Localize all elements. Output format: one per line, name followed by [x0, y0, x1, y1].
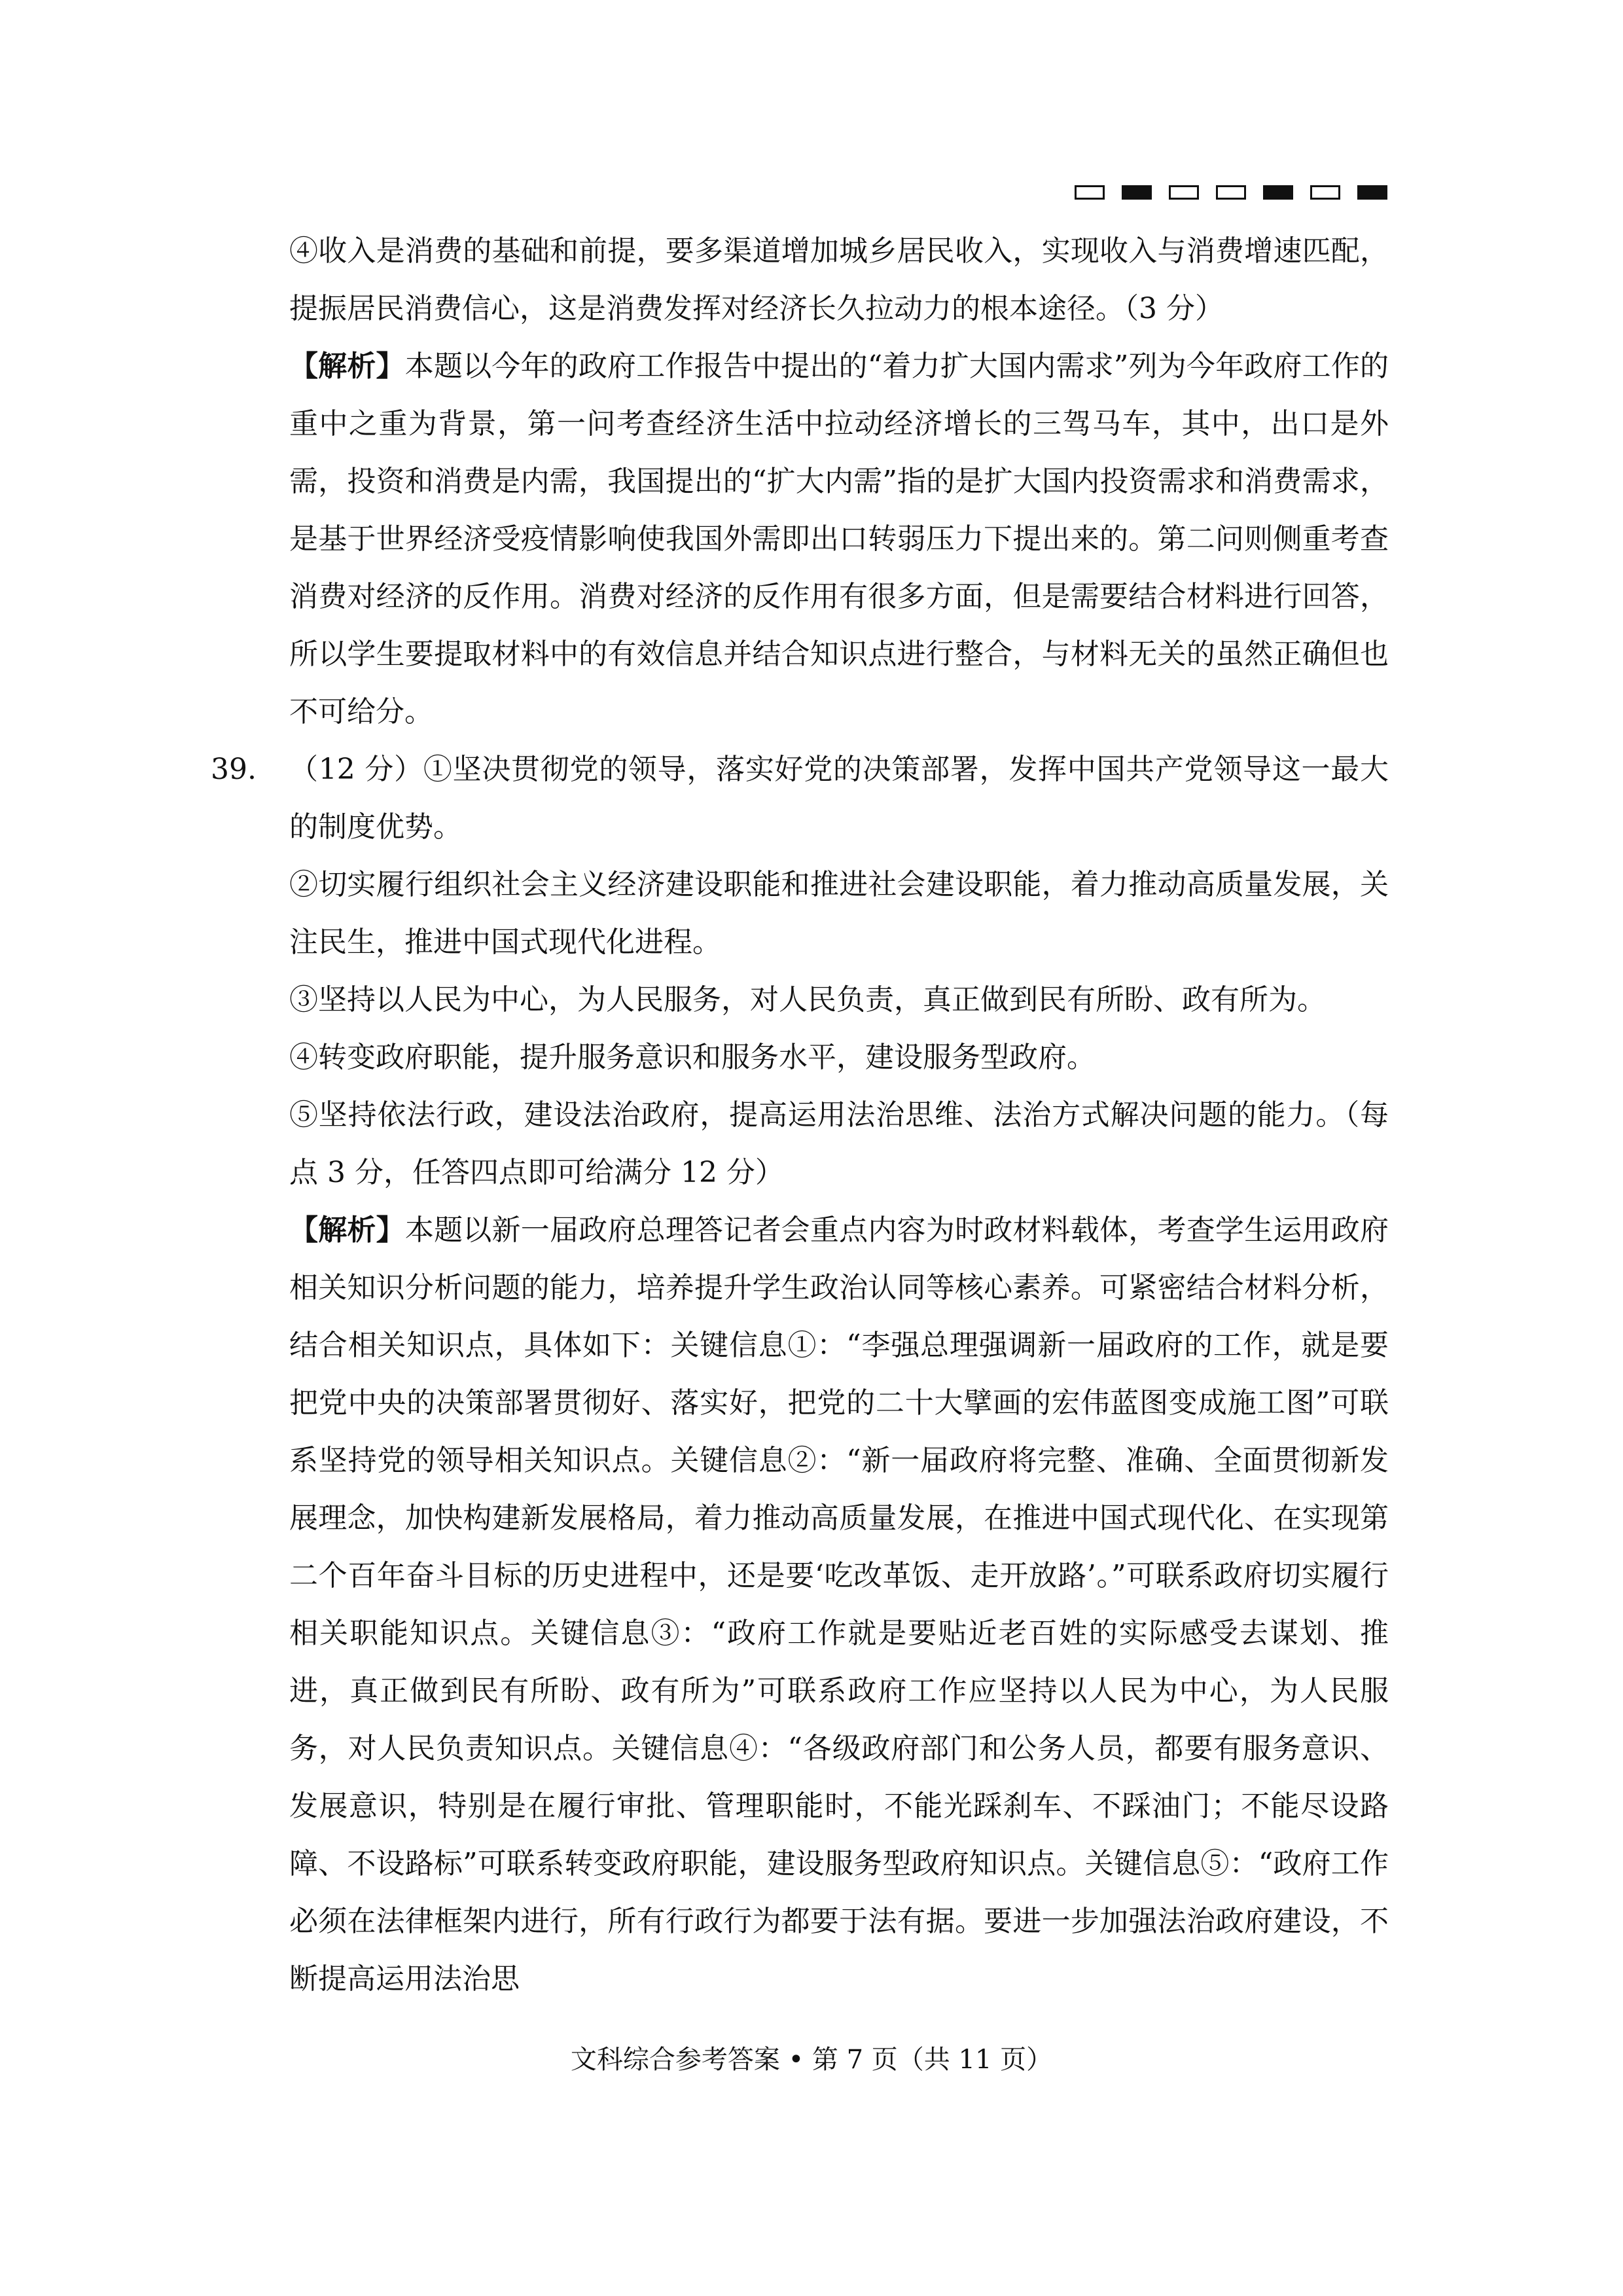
question-39-point-5: ⑤坚持依法行政，建设法治政府，提高运用法治思维、法治方式解决问题的能力。（每点 3 分，任答四点即可给满分 12 分）: [289, 1098, 1389, 1189]
header-mark-filled: [1263, 185, 1293, 200]
header-mark-empty: [1075, 185, 1105, 200]
header-mark-filled: [1122, 185, 1152, 200]
header-mark-filled: [1357, 185, 1387, 200]
analysis-text: 本题以今年的政府工作报告中提出的“着力扩大国内需求”列为今年政府工作的重中之重为背景，第一问考查经济生活中拉动经济增长的三驾马车，其中，出口是外需，投资和消费是内需，我国提出的“扩大内需”指的是扩大国内投资需求和消费需求，是基于世界经济受疫情影响使我国外需即出口转弱压力下提出来的。第二问则侧重考查消费对经济的反作用。消费对经济的反作用有很多方面，但是需要结合材料进行回答，所以学生要提取材料中的有效信息并结合知识点进行整合，与材料无关的虽然正确但也不可给分。: [289, 350, 1389, 728]
analysis-text: 本题以新一届政府总理答记者会重点内容为时政材料载体，考查学生运用政府相关知识分析问题的能力，培养提升学生政治认同等核心素养。可紧密结合材料分析，结合相关知识点，具体如下：关键信息①：“李强总理强调新一届政府的工作，就是要把党中央的决策部署贯彻好、落实好，把党的二十大擘画的宏伟蓝图变成施工图”可联系坚持党的领导相关知识点。关键信息②：“新一届政府将完整、准确、全面贯彻新发展理念，加快构建新发展格局，着力推动高质量发展，在推进中国式现代化、在实现第二个百年奋斗目标的历史进程中，还是要‘吃改革饭、走开放路’。”可联系政府切实履行相关职能知识点。关键信息③：“政府工作就是要贴近老百姓的实际感受去谋划、推进，真正做到民有所盼、政有所为”可联系政府工作应坚持以人民为中心，为人民服务，对人民负责知识点。关键信息④：“各级政府部门和公务人员，都要有服务意识、发展意识，特别是在履行审批、管理职能时，不能光踩刹车、不踩油门；不能尽设路障、不设路标”可联系转变政府职能，建设服务型政府知识点。关键信息⑤：“政府工作必须在法律框架内进行，所有行政行为都要于法有据。要进一步加强法治政府建设，不断提高运用法治思: [289, 1213, 1389, 1996]
question-39-point-4: ④转变政府职能，提升服务意识和服务水平，建设服务型政府。: [289, 1041, 1096, 1074]
analysis-paragraph-2: [289, 1202, 1389, 2008]
question-39-point-1: [211, 741, 1389, 856]
header-mark-empty: [1216, 185, 1246, 200]
question-39-text: （12 分）①坚决贯彻党的领导，落实好党的决策部署，发挥中国共产党领导这一最大的制度优势。: [289, 753, 1389, 844]
question-number: 39.: [211, 753, 257, 786]
header-marks: [1075, 185, 1387, 200]
analysis-paragraph-1: [289, 338, 1389, 741]
question-39-point-3: ③坚持以人民为中心，为人民服务，对人民负责，真正做到民有所盼、政有所为。: [289, 983, 1326, 1016]
header-mark-empty: [1169, 185, 1199, 200]
answer-point-4: ④收入是消费的基础和前提，要多渠道增加城乡居民收入，实现收入与消费增速匹配，提振居民消费信心，这是消费发挥对经济长久拉动力的根本途径。（3 分）: [289, 234, 1389, 325]
header-mark-empty: [1310, 185, 1340, 200]
question-39-point-2: ②切实履行组织社会主义经济建设职能和推进社会建设职能，着力推动高质量发展，关注民生，推进中国式现代化进程。: [289, 868, 1389, 959]
page-footer: 文科综合参考答案 • 第 7 页（共 11 页）: [570, 2045, 1053, 2075]
analysis-label: 【解析】: [289, 350, 405, 383]
page-content: [211, 223, 1389, 2008]
analysis-label: 【解析】: [289, 1213, 405, 1247]
